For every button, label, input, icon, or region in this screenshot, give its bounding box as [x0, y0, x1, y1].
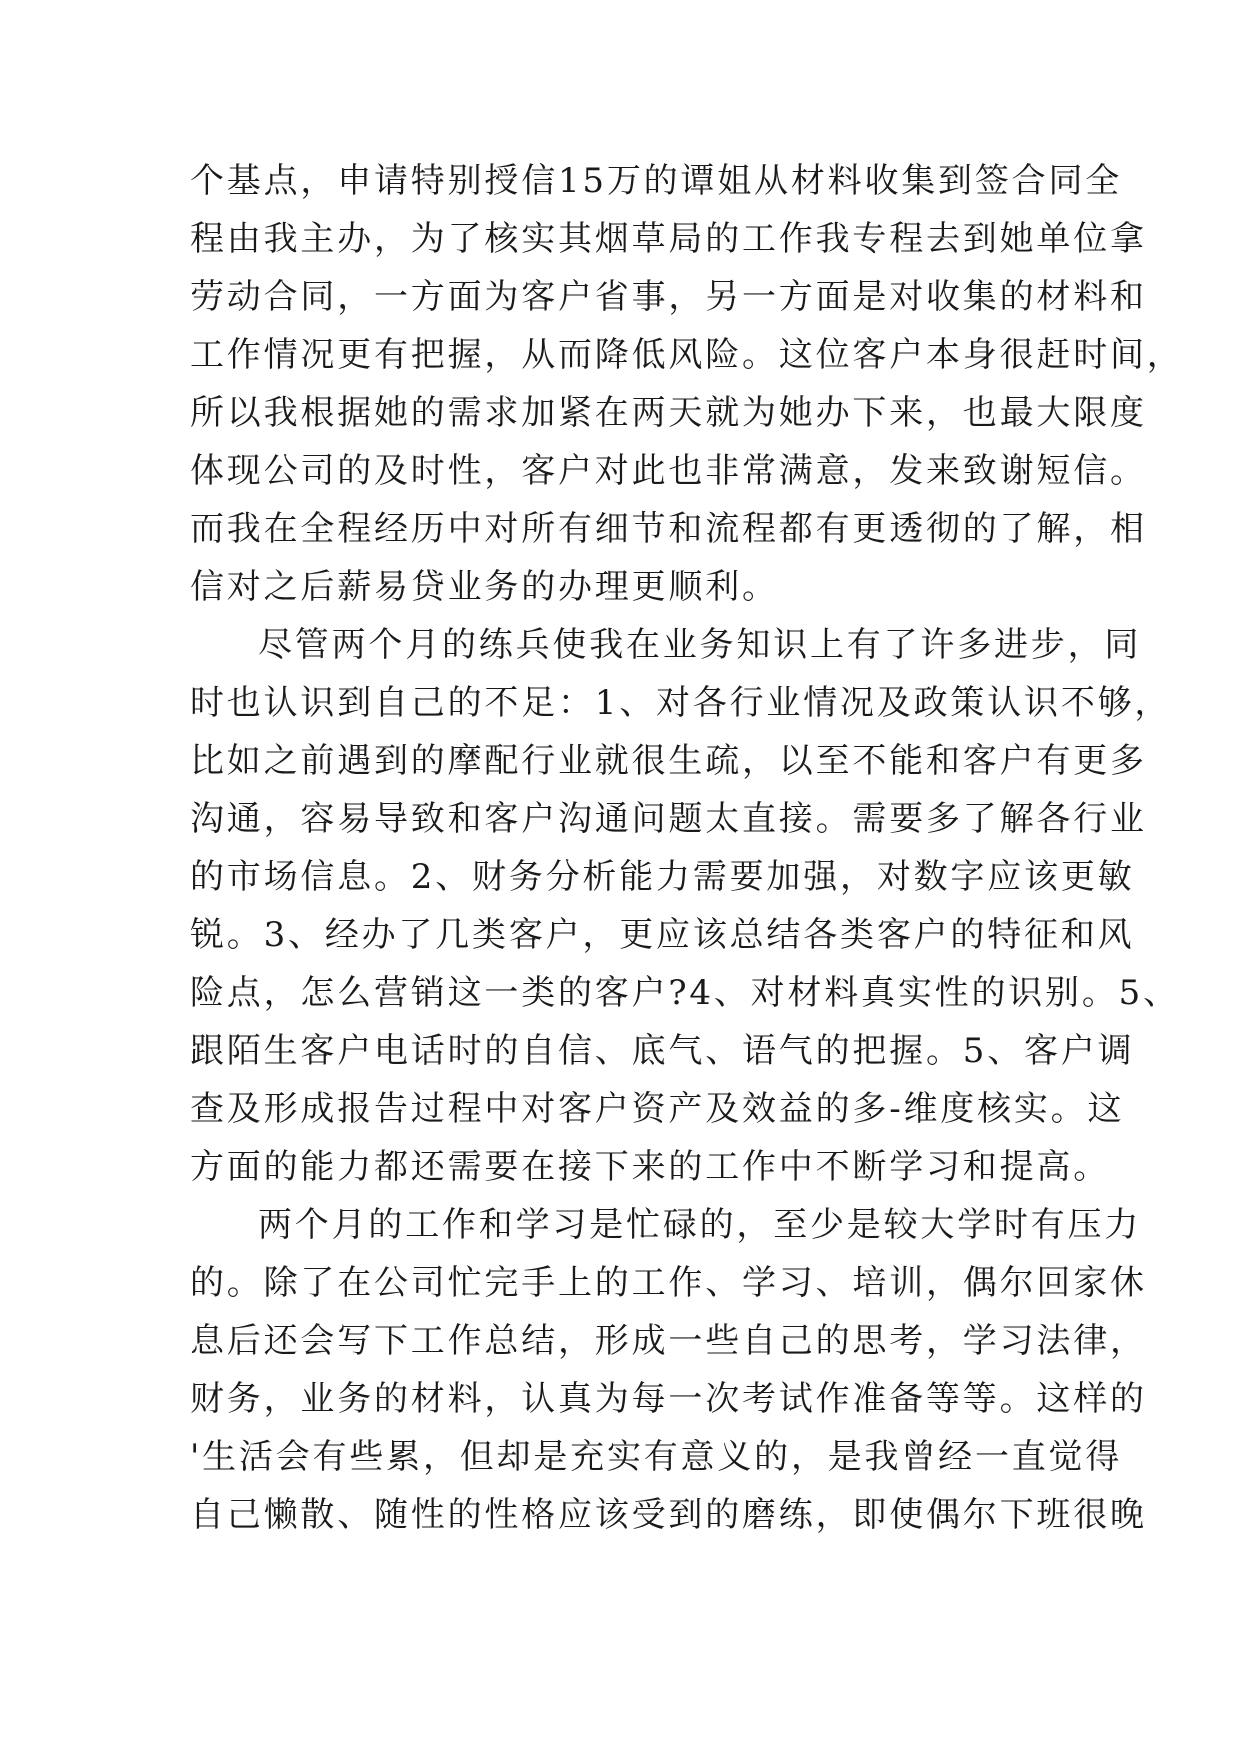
paragraph-first-line: 两个月的工作和学习是忙碌的，至少是较大学时有压力 [258, 1205, 1142, 1245]
text-line: 体现公司的及时性，客户对此也非常满意，发来致谢短信。 [190, 451, 1147, 491]
text-line: 自己懒散、随性的性格应该受到的磨练，即使偶尔下班很晚 [190, 1495, 1147, 1535]
text-line: '生活会有些累，但却是充实有意义的，是我曾经一直觉得 [190, 1437, 1123, 1477]
text-line: 劳动合同，一方面为客户省事，另一方面是对收集的材料和 [190, 277, 1147, 317]
text-line: 锐。3、经办了几类客户，更应该总结各类客户的特征和风 [190, 915, 1135, 955]
text-line: 方面的能力都还需要在接下来的工作中不断学习和提高。 [190, 1147, 1110, 1187]
text-line: 信对之后薪易贷业务的办理更顺利。 [190, 567, 779, 607]
text-line: 的。除了在公司忙完手上的工作、学习、培训，偶尔回家休 [190, 1263, 1147, 1303]
text-line: 息后还会写下工作总结，形成一些自己的思考，学习法律， [190, 1321, 1147, 1361]
text-line: 个基点，申请特别授信15万的谭姐从材料收集到签合同全 [190, 161, 1123, 201]
text-line: 而我在全程经历中对所有细节和流程都有更透彻的了解，相 [190, 509, 1147, 549]
text-line: 时也认识到自己的不足：1、对各行业情况及政策认识不够， [190, 683, 1172, 723]
text-line: 程由我主办，为了核实其烟草局的工作我专程去到她单位拿 [190, 219, 1147, 259]
text-line: 的市场信息。2、财务分析能力需要加强，对数字应该更敏 [190, 857, 1135, 897]
text-line: 比如之前遇到的摩配行业就很生疏，以至不能和客户有更多 [190, 741, 1147, 781]
text-line: 工作情况更有把握，从而降低风险。这位客户本身很赶时间， [190, 335, 1184, 375]
text-line: 沟通，容易导致和客户沟通问题太直接。需要多了解各行业 [190, 799, 1147, 839]
text-line: 跟陌生客户电话时的自信、底气、语气的把握。5、客户调 [190, 1031, 1135, 1071]
text-line: 财务，业务的材料，认真为每一次考试作准备等等。这样的 [190, 1379, 1147, 1419]
text-line: 险点，怎么营销这一类的客户?4、对材料真实性的识别。5、 [190, 973, 1180, 1013]
paragraph-first-line: 尽管两个月的练兵使我在业务知识上有了许多进步，同 [258, 625, 1142, 665]
text-line: 所以我根据她的需求加紧在两天就为她办下来，也最大限度 [190, 393, 1147, 433]
text-line: 查及形成报告过程中对客户资产及效益的多-维度核实。这 [190, 1089, 1125, 1129]
